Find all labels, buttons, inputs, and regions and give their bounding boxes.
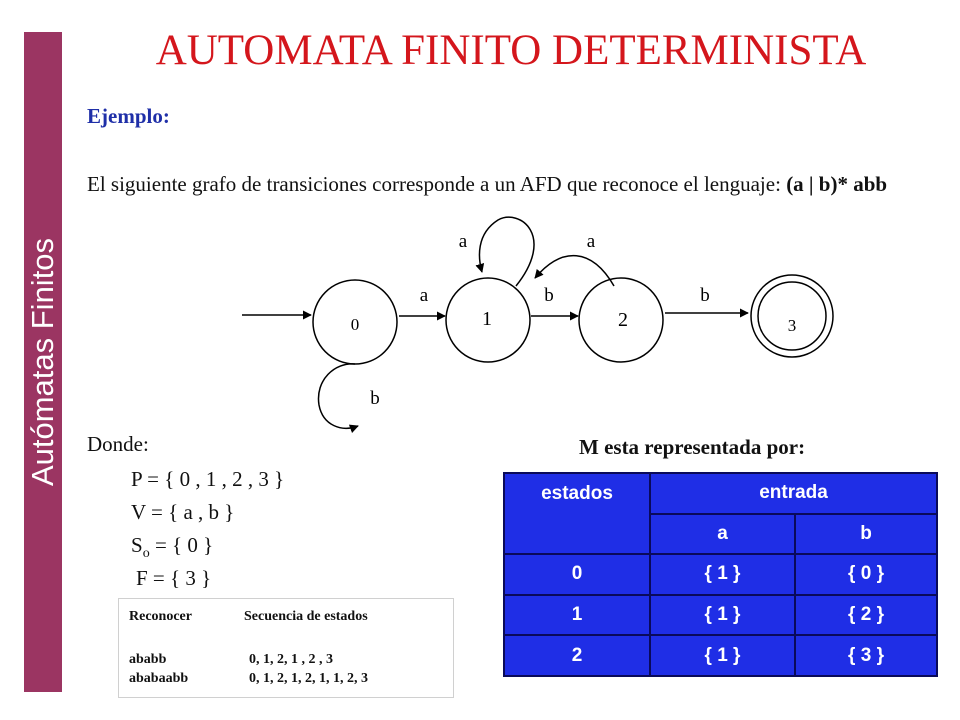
- recognition-header-input: Reconocer: [129, 609, 192, 624]
- row-transition-b: { 3 }: [795, 635, 937, 676]
- definition-f: F = { 3 }: [136, 566, 212, 590]
- header-symbol-a: a: [650, 514, 795, 555]
- definition-heading: Donde:: [87, 432, 149, 456]
- definition-s0-sub: o: [142, 546, 150, 562]
- recognition-row-input: ababaabb: [129, 671, 189, 686]
- table-row: [504, 635, 937, 676]
- recognition-header-sequence: Secuencia de estados: [244, 609, 368, 624]
- table-row: [504, 554, 937, 595]
- row-state: 1: [504, 595, 650, 636]
- row-transition-b: { 2 }: [795, 595, 937, 636]
- transition-table: [503, 472, 938, 677]
- sidebar-label: Autómatas Finitos: [25, 237, 60, 487]
- state-1-label: 1: [482, 308, 492, 330]
- edge-1-2-label: b: [544, 285, 554, 306]
- definition-s0-suffix: = { 0 }: [149, 533, 214, 557]
- row-state: 0: [504, 554, 650, 595]
- table-row: [504, 595, 937, 636]
- header-input: entrada: [650, 473, 937, 514]
- definition-s0: [131, 533, 213, 562]
- table-title: M esta representada por:: [579, 435, 806, 459]
- loop-0-arrow: [318, 364, 358, 428]
- row-transition-a: { 1 }: [650, 595, 795, 636]
- recognition-row-sequence: 0, 1, 2, 1, 2, 1, 1, 2, 3: [249, 671, 368, 686]
- edge-2-1-arrow: [535, 256, 614, 286]
- row-transition-a: { 1 }: [650, 635, 795, 676]
- state-0-label: 0: [350, 315, 360, 334]
- edge-0-1-label: a: [419, 285, 429, 306]
- row-transition-b: { 0 }: [795, 554, 937, 595]
- recognition-box: [118, 598, 454, 698]
- loop-0-label: b: [370, 388, 380, 409]
- table-header-row: [504, 473, 937, 514]
- page-title: AUTOMATA FINITO DETERMINISTA: [155, 27, 867, 74]
- row-state: 2: [504, 635, 650, 676]
- recognition-row-sequence: 0, 1, 2, 1 , 2 , 3: [249, 652, 333, 667]
- definition-v: V = { a , b }: [131, 500, 235, 524]
- definition-s0-prefix: S: [131, 533, 143, 557]
- header-symbol-b: b: [795, 514, 937, 555]
- language-expression: (a | b)* abb: [786, 172, 888, 196]
- state-2-label: 2: [618, 309, 628, 331]
- example-heading: Ejemplo:: [87, 104, 170, 128]
- header-states: estados: [504, 473, 650, 554]
- edge-2-1-label: a: [586, 231, 596, 252]
- loop-1-label: a: [458, 231, 468, 252]
- example-text: El siguiente grafo de transiciones corresponde a un AFD que reconoce el lenguaje:: [87, 172, 781, 196]
- state-3-label: 3: [787, 316, 797, 335]
- edge-2-3-label: b: [700, 285, 710, 306]
- definition-p: P = { 0 , 1 , 2 , 3 }: [131, 467, 285, 491]
- row-transition-a: { 1 }: [650, 554, 795, 595]
- recognition-row-input: ababb: [129, 652, 167, 667]
- loop-1-arrow: [479, 217, 534, 286]
